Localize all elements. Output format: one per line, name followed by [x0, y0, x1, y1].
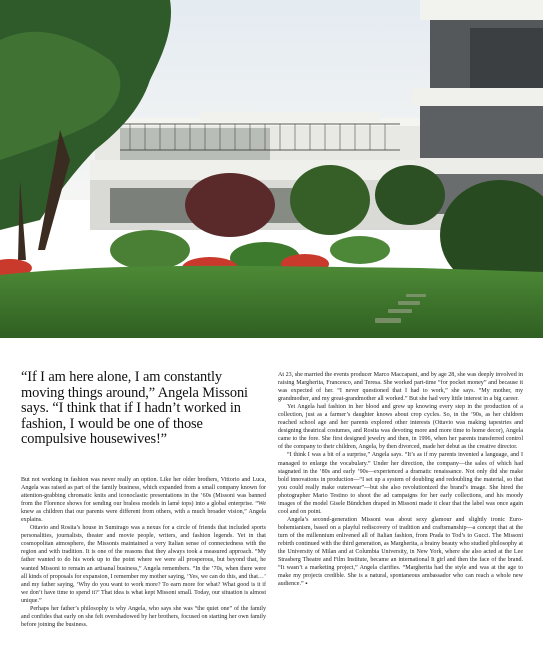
paragraph: But not working in fashion was never really an option. Like her older brothers, Vittorio and Luca, Angela was raised as part of the family business, which expanded from a small company known for attention-grabbing chromatic knits and iconoclastic presentations in the ’60s (Missoni was banned from the Florence shows for sending our braless models in lamé tops) into a global enterprise. “We knew as children that our parents were different from others, with a much broader vision,” Angela explains.	[21, 477, 266, 524]
paragraph: Yet Angela had fashion in her blood and grew up knowing every step in the production of a collection, just as a farmer’s daughter knows about crop cycles. So, in the ’90s, as her children reached school age and her parents explored other interests (Ottavio was making tapestries and designing theatrical costumes, and Rosita was devoting more and more time to home decor), Angela came to the fore. She first designed jewelry and then, in 1996, when her parents transferred control of the company to their children, Angela, by then divorced, made her debut as the creative director.	[278, 404, 523, 451]
pull-quote: “If I am here alone, I am constantly moving things around,” Angela Missoni says. “I think that if I hadn’t worked in fashion, I would be one of those compulsive housewives!”	[21, 369, 248, 448]
paragraph: Perhaps her father’s philosophy is why Angela, who says she was “the quiet one” of the family and confides that early on she felt overshadowed by her brothers, focused on starting her own family before joining the business.	[21, 605, 266, 628]
lawn	[0, 266, 543, 338]
paragraph: Angela’s second-generation Missoni was about sexy glamour and slightly ironic Euro-bohemianism, based on a playful rediscovery of tradition and craftsmanship—a concept that at the turn of the millennium enlivened all of Italian fashion, from Prada to Tod’s to Gucci. The Missoni rebirth continued with the third generation, as Margherita, a brainy beauty who studied philosophy at the University of Milan and at Columbia University, in New York, where she also acted at the Lee Strasberg Theatre and Film Institute, became an international It girl and then the face of the brand. “It wasn’t a marketing project,” Angela clarifies. “Margherita had the style and was at the age to make my projects credible. She is a natural, spontaneous ambassador who can reach a whole new audience.” ▪	[278, 516, 523, 588]
paragraph: Ottavio and Rosita’s house in Sumirago was a nexus for a circle of friends that included sports personalities, journalists, theater and movie people, writers, and fashion legends. Yet in that cosmopolitan atmosphere, the Missonis maintained a very Italian sense of connectedness with the region and with tradition. It is one of the reasons that they always took a measured approach. “My father wanted to do his work up to the point where we were all prosperous, but beyond that, he wanted Missoni to remain an artisanal business,” Angela remembers. “In the ’70s, when there were all kinds of proposals for expansion, I remember my mother saying, ‘Yes, we can do this, and that…’ and my father saying, ‘Why do you want to work more? To earn more for what? What good is it if we don’t have time to spend it?’ That idea is what kept Missoni small. Today, our situation is almost unique.”	[21, 525, 266, 604]
article-column-right	[278, 371, 523, 588]
article-column-left	[21, 476, 266, 629]
paragraph: At 23, she married the events producer Marco Maccapani, and by age 28, she was deeply involved in raising Margherita, Francesco, and Teresa. She worked part-time “for pocket money” and because it was expected of her. “I never questioned that I had to work,” she says. “My mother, my grandmother, and my great-grandmother all worked.” But she had very little interest in a big career.	[278, 372, 523, 403]
paragraph: “I think I was a bit of a surprise,” Angela says. “It’s as if my parents invented a language, and I managed to enlarge the vocabulary.” Under her direction, the company—the sales of which had stagnated in the ’80s and early ’90s—experienced a dramatic renaissance. Not only did she make bold innovations in production—“I set up a system of doubling and redoubling the material, so that you could really make outerwear”—but she also revolutionized the brand’s image. She hired the photographer Mario Testino to shoot the ad campaigns for her early collections, and his moody images of the model Gisele Bündchen draped in Missoni made it clear that the label was once again cool and on point.	[278, 452, 523, 515]
